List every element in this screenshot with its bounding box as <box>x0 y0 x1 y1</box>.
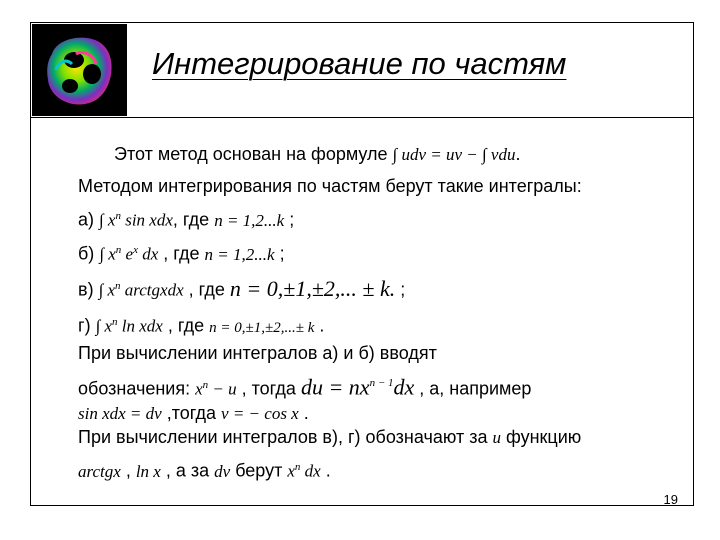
text-line <box>78 311 324 339</box>
text-run: . <box>298 403 309 423</box>
math-formula: $x^n - u$ <box>195 378 237 399</box>
text-line <box>78 372 531 400</box>
math-formula: u <box>492 428 501 447</box>
text-run: обозначения: <box>78 378 196 399</box>
text-line <box>78 402 309 425</box>
text-line <box>78 342 437 364</box>
text-line <box>78 175 582 197</box>
math-formula: ∫ $x^n$ sin xdx <box>99 210 173 230</box>
text-run: а) <box>78 209 100 230</box>
text-run: , где <box>158 243 205 264</box>
torus-logo-icon <box>32 24 127 116</box>
text-run: , <box>120 460 136 481</box>
math-formula: ∫ udv = uv − ∫ vdu <box>392 145 516 164</box>
text-run: в) <box>78 279 99 300</box>
text-run: ; <box>395 279 406 300</box>
text-line <box>114 143 520 166</box>
text-run: Методом интегрирования по частям берут такие интегралы: <box>78 176 582 196</box>
text-run: При вычислении интегралов а) и б) вводят <box>78 343 437 363</box>
text-run: , а, например <box>414 378 532 399</box>
math-formula: v = − cos x <box>221 404 299 423</box>
math-formula: arctgx <box>78 461 121 481</box>
math-formula: n = 0,±1,±2,... ± k. <box>229 275 396 301</box>
text-run: . <box>320 460 331 481</box>
text-run: , где <box>162 315 210 336</box>
text-run: функцию <box>500 427 582 447</box>
text-run: , а за <box>160 460 215 481</box>
slide-title: Интегрирование по частям <box>152 46 567 81</box>
math-formula: ∫ $x^n$ arctgxdx <box>98 280 184 300</box>
text-run: Этот метод основан на формуле <box>114 144 393 164</box>
text-run: ; <box>274 243 285 264</box>
text-run: ,тогда <box>161 403 222 423</box>
math-formula: du = $nx^{n - 1}dx$ <box>300 374 415 400</box>
text-line <box>78 275 405 302</box>
text-run: б) <box>78 243 100 264</box>
text-run: берут <box>230 460 288 481</box>
text-run: , тогда <box>236 378 301 399</box>
math-formula: ln x <box>135 461 161 481</box>
math-formula: n = 1,2...k <box>214 210 285 230</box>
text-run: . <box>515 144 521 164</box>
math-formula: n = 1,2...k <box>204 244 275 264</box>
math-formula: n = 0,±1,±2,...± k <box>209 319 315 336</box>
page-number: 19 <box>663 492 678 507</box>
text-line <box>78 205 294 232</box>
text-line <box>78 456 331 483</box>
math-formula: ∫ $x^n$ $e^x$ dx <box>99 244 159 264</box>
text-run: , где <box>172 209 215 230</box>
math-formula: dv <box>214 461 231 481</box>
math-formula: sin xdx = dv <box>78 404 162 423</box>
text-run: г) <box>78 315 96 336</box>
math-formula: ∫ $x^n$ ln xdx <box>95 316 163 336</box>
text-line <box>78 426 581 449</box>
math-formula: $x^n$ dx <box>287 461 321 481</box>
text-run: ; <box>284 209 295 230</box>
text-run: При вычислении интегралов в), г) обозначают за <box>78 427 493 447</box>
title-divider <box>30 117 694 118</box>
text-run: , где <box>183 279 230 300</box>
text-run: . <box>314 315 325 336</box>
text-line <box>78 239 285 266</box>
